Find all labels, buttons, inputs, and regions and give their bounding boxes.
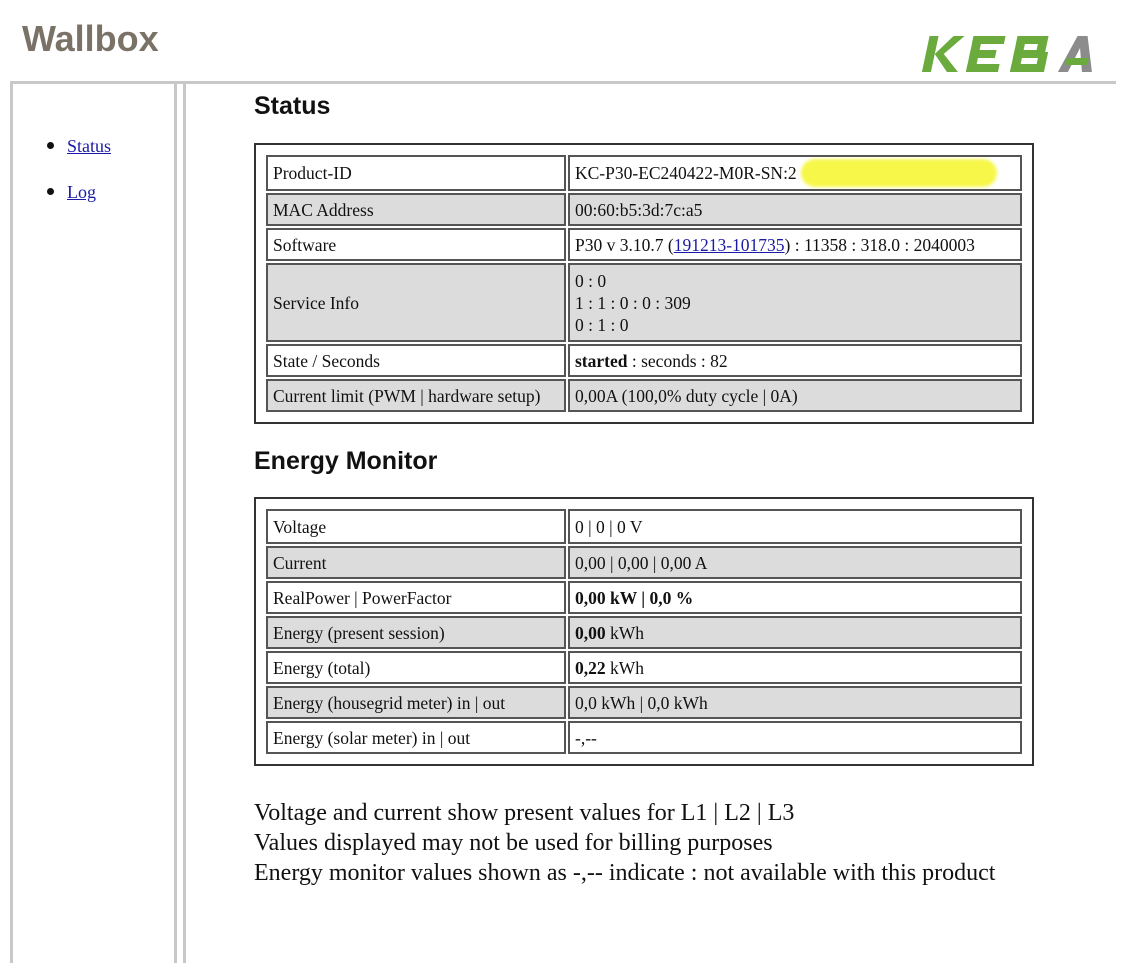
- row-label: Current limit (PWM | hardware setup): [266, 379, 566, 412]
- realpower-value: [568, 581, 1022, 614]
- keba-logo: [918, 34, 1106, 74]
- realpower-bold: 0,00 kW | 0,0 %: [575, 587, 694, 608]
- row-label: Software: [266, 228, 566, 261]
- nav-link-status[interactable]: Status: [67, 136, 112, 156]
- energy-panel: [254, 497, 1034, 766]
- service-info-value: [568, 263, 1022, 342]
- state-bold: started: [575, 350, 628, 371]
- nav-frame: [10, 83, 177, 963]
- status-section-title: Status: [254, 92, 331, 120]
- table-row: [266, 228, 1022, 261]
- software-prefix: P30 v 3.10.7 (: [575, 234, 674, 255]
- session-energy-bold: 0,00: [575, 622, 606, 643]
- row-label: Current: [266, 546, 566, 579]
- row-label: Voltage: [266, 509, 566, 544]
- product-id-text: KC-P30-EC240422-M0R-SN:2: [575, 163, 797, 183]
- state-value: [568, 344, 1022, 377]
- current-value: 0,00 | 0,00 | 0,00 A: [568, 546, 1022, 579]
- table-row: [266, 155, 1022, 191]
- bullet-icon: [47, 142, 54, 149]
- table-row: [266, 686, 1022, 719]
- table-row: [266, 651, 1022, 684]
- table-row: [266, 263, 1022, 342]
- product-id-value: [568, 155, 1022, 191]
- app-title: Wallbox: [22, 18, 159, 59]
- total-energy-unit: kWh: [605, 657, 645, 678]
- total-energy-value: [568, 651, 1022, 684]
- status-panel: [254, 143, 1034, 424]
- service-info-line: 1 : 1 : 0 : 0 : 309: [575, 292, 691, 313]
- solar-value: -,--: [568, 721, 1022, 754]
- redaction-highlight: [801, 159, 997, 187]
- row-label: RealPower | PowerFactor: [266, 581, 566, 614]
- footnote-line: Voltage and current show present values for L1 | L2 | L3: [254, 800, 795, 826]
- footnotes: [254, 798, 995, 888]
- table-row: [266, 546, 1022, 579]
- state-seconds: : seconds : 82: [627, 350, 728, 371]
- row-label: Product-ID: [266, 155, 566, 191]
- table-row: [266, 721, 1022, 754]
- table-row: [266, 509, 1022, 544]
- service-info-line: 0 : 1 : 0: [575, 314, 629, 335]
- current-limit-value: 0,00A (100,0% duty cycle | 0A): [568, 379, 1022, 412]
- energy-section-title: Energy Monitor: [254, 447, 438, 475]
- session-energy-unit: kWh: [605, 622, 645, 643]
- service-info-line: 0 : 0: [575, 270, 607, 291]
- footnote-line: Energy monitor values shown as -,-- indicate : not available with this product: [254, 860, 996, 886]
- row-label: Energy (solar meter) in | out: [266, 721, 566, 754]
- table-row: [266, 344, 1022, 377]
- row-label: State / Seconds: [266, 344, 566, 377]
- software-suffix: ) : 11358 : 318.0 : 2040003: [784, 234, 975, 255]
- table-row: [266, 193, 1022, 226]
- session-energy-value: [568, 616, 1022, 649]
- row-label: Energy (present session): [266, 616, 566, 649]
- row-label: Energy (housegrid meter) in | out: [266, 686, 566, 719]
- total-energy-bold: 0,22: [575, 657, 606, 678]
- voltage-value: 0 | 0 | 0 V: [568, 509, 1022, 544]
- table-row: [266, 581, 1022, 614]
- row-label: MAC Address: [266, 193, 566, 226]
- housegrid-value: 0,0 kWh | 0,0 kWh: [568, 686, 1022, 719]
- software-value: [568, 228, 1022, 261]
- status-table: [264, 153, 1024, 414]
- energy-table: [264, 507, 1024, 756]
- content-divider: [183, 83, 186, 963]
- table-row: [266, 616, 1022, 649]
- software-build-link[interactable]: 191213-101735: [673, 234, 785, 255]
- nav-link-log[interactable]: Log: [67, 182, 96, 202]
- mac-address-value: 00:60:b5:3d:7c:a5: [568, 193, 1022, 226]
- row-label: Energy (total): [266, 651, 566, 684]
- footnote-line: Values displayed may not be used for billing purposes: [254, 830, 773, 856]
- row-label: Service Info: [266, 263, 566, 342]
- table-row: [266, 379, 1022, 412]
- bullet-icon: [47, 188, 54, 195]
